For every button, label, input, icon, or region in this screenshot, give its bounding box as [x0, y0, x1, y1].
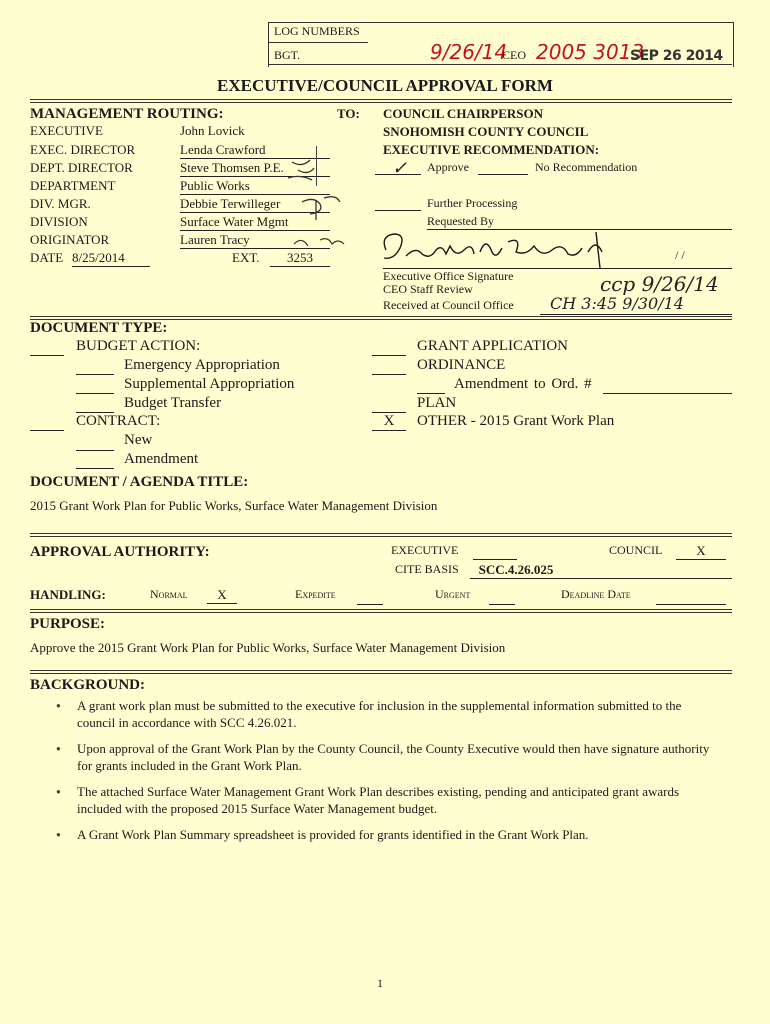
background-heading: BACKGROUND: — [30, 677, 145, 693]
routing-label-originator: ORIGINATOR — [30, 232, 110, 247]
background-item: ● The attached Surface Water Management Grant Work Plan describes existing, pending and anticipated grant awards included with the proposed 2015 Surface Water Management budget. — [30, 783, 710, 817]
background-list — [30, 697, 710, 852]
handling-urgent-checkbox[interactable] — [489, 604, 515, 605]
background-item: ● Upon approval of the Grant Work Plan by the County Council, the County Executive would then have signature authority for grants included in the Grant Work Plan. — [30, 740, 710, 774]
plan-label: PLAN — [417, 395, 457, 411]
handling-heading: HANDLING: — [30, 587, 106, 602]
purpose-heading: PURPOSE: — [30, 616, 105, 632]
form-title: EXECUTIVE/COUNCIL APPROVAL FORM — [217, 76, 553, 95]
agenda-title-heading: DOCUMENT / AGENDA TITLE: — [30, 474, 249, 490]
amend-ord-number-field[interactable] — [603, 393, 732, 394]
routing-vertical-line — [316, 146, 317, 186]
routing-label-division: DIVISION — [30, 214, 88, 229]
received-council-label: Received at Council Office — [383, 298, 514, 312]
handwritten-log-number: 9/26/14 — [430, 40, 508, 64]
handling-urgent-label: Urgent — [435, 587, 471, 601]
routing-label-div-mgr: DIV. MGR. — [30, 196, 91, 211]
new-checkbox[interactable] — [76, 450, 114, 451]
routing-to-label: TO: — [337, 106, 360, 121]
routing-value-div-mgr: Debbie Terwilleger — [180, 196, 330, 213]
budget-action-checkbox[interactable] — [30, 355, 64, 356]
routing-label-executive: EXECUTIVE — [30, 123, 103, 138]
new-label: New — [124, 432, 153, 448]
routing-ext-value: 3253 — [270, 250, 330, 267]
no-recommendation-checkbox[interactable] — [478, 174, 528, 175]
handwritten-ceo-number: 2005 3013 — [536, 40, 645, 64]
amendment-label: Amendment — [124, 451, 199, 467]
exec-recommendation-heading: EXECUTIVE RECOMMENDATION: — [383, 142, 600, 157]
handling-expedite-checkbox[interactable] — [357, 604, 383, 605]
routing-value-originator: Lauren Tracy — [180, 232, 330, 249]
routing-value-division: Surface Water Mgmt — [180, 214, 330, 231]
bgt-line — [268, 64, 732, 65]
routing-value-executive: John Lovick — [180, 123, 245, 138]
ceo-staff-initials: ccp 9/26/14 — [600, 272, 719, 296]
council-chairperson: COUNCIL CHAIRPERSON — [383, 106, 543, 121]
handling-normal-checkbox[interactable]: X — [207, 587, 237, 604]
requested-by-label: Requested By — [427, 214, 732, 230]
cite-basis-value: SCC.4.26.025 — [470, 562, 562, 579]
budget-action-label: BUDGET ACTION: — [76, 338, 201, 354]
received-date-stamp: SEP 26 2014 — [630, 48, 723, 64]
ordinance-checkbox[interactable] — [372, 374, 406, 375]
grant-application-label: GRANT APPLICATION — [417, 338, 568, 354]
purpose-bottom-rule — [30, 670, 732, 674]
approval-executive-checkbox[interactable] — [473, 559, 517, 560]
routing-label-dept-director: DEPT. DIRECTOR — [30, 160, 133, 175]
approval-council-label: COUNCIL — [609, 543, 663, 557]
ceo-staff-review-label: CEO Staff Review — [383, 282, 473, 296]
budget-transfer-label: Budget Transfer — [124, 395, 222, 411]
handling-deadline-field[interactable] — [656, 604, 726, 605]
contract-label: CONTRACT: — [76, 413, 161, 429]
background-item: ● A Grant Work Plan Summary spreadsheet is provided for grants identified in the Grant Work Plan. — [30, 826, 710, 843]
bgt-label: BGT. — [274, 48, 301, 62]
agenda-bottom-rule — [30, 533, 732, 537]
routing-date-label: DATE — [30, 250, 64, 265]
other-checkbox[interactable]: X — [372, 413, 406, 431]
approval-executive-label: EXECUTIVE — [391, 543, 459, 557]
routing-label-exec-director: EXEC. DIRECTOR — [30, 142, 136, 157]
sig-date-slashes: / / — [675, 248, 685, 262]
contract-checkbox[interactable] — [30, 430, 64, 431]
received-council-handwritten: CH 3:45 9/30/14 — [550, 294, 684, 313]
routing-label-department: DEPARTMENT — [30, 178, 116, 193]
agenda-title-text: 2015 Grant Work Plan for Public Works, Surface Water Management Division — [30, 498, 438, 513]
approval-authority-heading: APPROVAL AUTHORITY: — [30, 544, 210, 560]
further-processing-label: Further Processing — [427, 196, 518, 210]
page-number: 1 — [377, 976, 383, 990]
handling-expedite-label: Expedite — [295, 587, 336, 601]
cite-basis-line — [562, 578, 732, 579]
exec-signature-label: Executive Office Signature — [383, 268, 732, 284]
cite-basis-label: CITE BASIS — [395, 562, 459, 576]
approve-label: Approve — [427, 160, 469, 174]
ceo-label: CEO — [502, 48, 526, 62]
log-box-divider — [268, 42, 368, 43]
routing-value-exec-director: Lenda Crawford — [180, 142, 330, 159]
grant-application-checkbox[interactable] — [372, 355, 406, 356]
routing-initials — [280, 140, 350, 258]
supplemental-checkbox[interactable] — [76, 393, 114, 394]
handling-deadline-label: Deadline Date — [561, 587, 631, 601]
executive-signature — [376, 228, 626, 272]
amendment-checkbox[interactable] — [76, 468, 114, 469]
routing-value-dept-director: Steve Thomsen P.E. — [180, 160, 330, 177]
routing-value-department: Public Works — [180, 178, 330, 195]
handling-bottom-rule — [30, 609, 732, 613]
handling-normal-label: Normal — [150, 587, 188, 601]
routing-ext-label: EXT. — [232, 250, 260, 265]
supplemental-label: Supplemental Appropriation — [124, 376, 295, 392]
no-recommendation-label: No Recommendation — [535, 160, 638, 174]
purpose-text: Approve the 2015 Grant Work Plan for Public Works, Surface Water Management Division — [30, 640, 506, 655]
background-item: ● A grant work plan must be submitted to the executive for inclusion in the supplemental information submitted to the council in accordance with SCC 4.26.021. — [30, 697, 710, 731]
log-numbers-heading: LOG NUMBERS — [274, 24, 360, 38]
amend-ord-checkbox[interactable] — [417, 393, 445, 394]
further-processing-checkbox[interactable] — [375, 210, 421, 211]
other-label: OTHER - 2015 Grant Work Plan — [417, 413, 615, 429]
council-name: SNOHOMISH COUNTY COUNCIL — [383, 124, 589, 139]
routing-heading: MANAGEMENT ROUTING: — [30, 106, 224, 122]
ordinance-label: ORDINANCE — [417, 357, 506, 373]
amend-ord-label: Amendment to Ord. # — [454, 376, 592, 392]
routing-date-value: 8/25/2014 — [72, 250, 150, 267]
title-rule — [30, 99, 732, 103]
received-line — [540, 314, 732, 315]
emergency-label: Emergency Appropriation — [124, 357, 280, 373]
approval-council-checkbox[interactable]: X — [676, 543, 726, 560]
doc-type-heading: DOCUMENT TYPE: — [30, 320, 168, 336]
emergency-checkbox[interactable] — [76, 374, 114, 375]
approve-check-mark: ✓ — [392, 158, 408, 179]
